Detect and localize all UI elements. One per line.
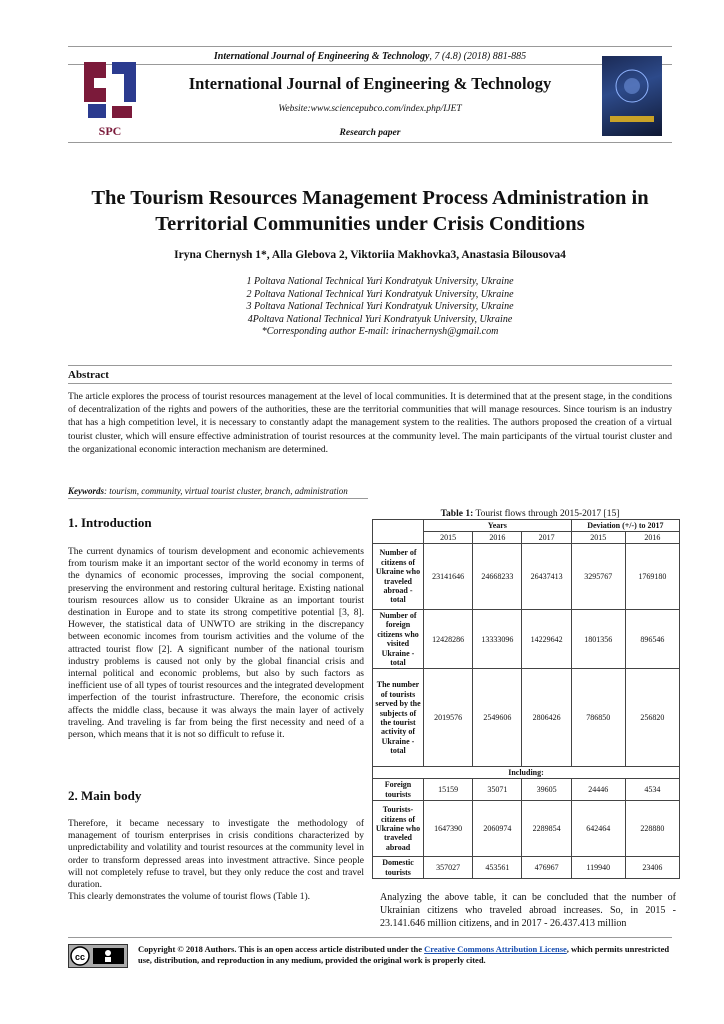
table-caption-label: Table 1: [440,509,474,519]
keywords-rule [68,498,368,499]
table-cell: 35071 [473,779,522,801]
table-corner-cell [373,520,424,544]
table-cell: 2060974 [473,801,522,857]
table-cell: 3295767 [571,544,625,610]
keywords-text: : tourism, community, virtual tourist cluster, branch, administration [104,486,348,496]
row-label: Foreign tourists [373,779,424,801]
table-row [373,857,680,879]
row-label: Domestic tourists [373,857,424,879]
keywords [68,486,348,496]
table-cell: 476967 [522,857,571,879]
table-cell: 14229642 [522,610,571,669]
table-cell: 256820 [625,669,679,767]
table-cell: 1769180 [625,544,679,610]
table-cell: 4534 [625,779,679,801]
row-label: Number of citizens of Ukraine who traveled abroad - total [373,544,424,610]
table-cell: 453561 [473,857,522,879]
license-link[interactable]: Creative Commons Attribution License [424,944,567,954]
table-cell: 24668233 [473,544,522,610]
table-row [373,544,680,610]
table-row [373,779,680,801]
affiliation-2: 2 Poltava National Technical Yuri Kondratyuk University, Ukraine [246,288,514,300]
affiliations [180,276,580,339]
table-cell: 26437413 [522,544,571,610]
main-body-paragraph: Therefore, it became necessary to investigate the methodology of management of tourism enterprises in crisis conditions characterized by unpredictability and volatility and tourist resources at the community level in order to transform depressed areas into investment attractive. Since people will not completely refuse to travel, but they only reduce the cost and travel duration. [68,819,364,891]
abstract-heading: Abstract [68,369,109,381]
table-cell: 23406 [625,857,679,879]
paper-title: The Tourism Resources Management Process Administration in Territorial Communities under Crisis Conditions [91,187,649,235]
top-rule [68,46,672,47]
table-cell: 23141646 [424,544,473,610]
affiliation-4: 4Poltava National Technical Yuri Kondratyuk University, Ukraine [247,313,513,325]
corresponding-author: *Corresponding author E-mail: irinachernysh@gmail.com [261,326,499,338]
table-cell: 1801356 [571,610,625,669]
table-cell: 2549606 [473,669,522,767]
cc-by-license-icon[interactable] [68,944,128,968]
table-cell: 896546 [625,610,679,669]
journal-citation [68,51,672,62]
citation-journal: International Journal of Engineering & Technology [213,51,430,62]
table-cell: 119940 [571,857,625,879]
tourist-flows-table [372,519,680,879]
header-rule-1 [68,64,672,65]
paper-type: Research paper [339,128,401,138]
table-cell: 1647390 [424,801,473,857]
table-row [373,669,680,767]
table-cell: 2289854 [522,801,571,857]
col-header: 2015 [424,532,473,544]
col-header: 2015 [571,532,625,544]
section-heading-main-body: 2. Main body [68,788,142,803]
header-rule-2 [68,142,672,143]
website-link[interactable]: Website:www.sciencepubco.com/index.php/IJET [278,104,462,114]
col-header: 2016 [625,532,679,544]
header-years: Years [424,520,572,532]
main-body-text [68,818,364,903]
table-header-row-groups [373,520,680,532]
table-cell: 24446 [571,779,625,801]
table-cell: 786850 [571,669,625,767]
publisher-logo [74,58,146,138]
citation-volume: , 7 (4.8) (2018) 881-885 [429,51,527,62]
keywords-label: Keywords [68,486,104,496]
table-caption [380,509,680,519]
header-deviation: Deviation (+/-) to 2017 [571,520,679,532]
table-caption-text: Tourist flows through 2015-2017 [15] [473,509,620,519]
affiliation-1: 1 Poltava National Technical Yuri Kondratyuk University, Ukraine [246,276,514,287]
journal-cover-image [602,56,662,136]
table-cell: 39605 [522,779,571,801]
analysis-text: Analyzing the above table, it can be concluded that the number of Ukrainian citizens who traveled abroad increases. So, in 2015 - 23.141.646 million citizens, and in 2017 - 26.437.413 million [380,892,676,929]
abstract-text: The article explores the process of tourist resources management at the level of local communities. It is determined that at the present stage, in the conditions of decentralization of the rights and powers of the authorities, these are the territorial communities that will manage resources. Since tourism is an industry that has a high competition level, it is necessary to constantly adapt the management system to the realities. The authors proposed the creation of a virtual tourist cluster, which will ensure effective administration of tourist resources at the community level. The main participants of the virtual tourist cluster and the organizational economic interaction mechanism are determined. [68,391,672,455]
section-heading-introduction: 1. Introduction [68,515,152,530]
copyright-notice [138,944,678,966]
table-row [373,801,680,857]
row-label: The number of tourists served by the subjects of the tourist activity of Ukraine - total [373,669,424,767]
table-cell: 357027 [424,857,473,879]
including-label: Including: [373,767,680,779]
main-body-table-ref: This clearly demonstrates the volume of tourist flows (Table 1). [68,892,311,903]
abstract-rule-top [68,365,672,366]
svg-text:cc: cc [74,952,86,962]
affiliation-3: 3 Poltava National Technical Yuri Kondratyuk University, Ukraine [246,301,514,313]
logo-text: SPC [98,124,122,138]
row-label: Number of foreign citizens who visited Ukraine - total [373,610,424,669]
table-cell: 15159 [424,779,473,801]
col-header: 2016 [473,532,522,544]
table-cell: 13333096 [473,610,522,669]
table-cell: 228880 [625,801,679,857]
col-header: 2017 [522,532,571,544]
table-cell: 2019576 [424,669,473,767]
journal-name: International Journal of Engineering & Technology [188,74,552,93]
row-label: Tourists-citizens of Ukraine who traveled abroad [373,801,424,857]
abstract-rule-mid [68,383,672,384]
author-list: Iryna Chernysh 1*, Alla Glebova 2, Viktoriia Makhovka3, Anastasia Bilousova4 [174,249,566,261]
introduction-text: The current dynamics of tourism development and economic achievements from tourism make it an important sector of the world economy in terms of the dynamics of economic processes, improving the social component, preserving the environment and restoring cultural heritage. Existing national tourism resources allow us to consider Ukraine as an important tourist destination in Europe and to state its strong competitive potential [3, 8]. However, the statistical data of UNWTO are striking in the discrepancy between economic incomes from tourism activities and the volume of the attracted tourist flow [2]. A significant number of the national tourism industry problems is caused not only by the global financial crisis and internal political and economic problems, but also by such factors as inefficient use of all types of tourist resources and the integrated development imperfection of the tourist infrastructure. Therefore, the economic crisis affects the middle class, because it was always the main layer of actively traveling. And traveling is far from being the first necessity and need of a person, which means that it is not so difficult to refuse it. [68,547,364,741]
table-including-row [373,767,680,779]
table-row [373,610,680,669]
footer-rule [68,937,672,938]
copyright-text-a: Copyright © 2018 Authors. This is an open access article distributed under the [138,944,425,954]
table-cell: 642464 [571,801,625,857]
table-cell: 12428286 [424,610,473,669]
copyright-text-b: , which permits unrestricted use, distribution, and reproduction in any medium, provided the original work is properly cited. [138,944,670,965]
table-cell: 2806426 [522,669,571,767]
